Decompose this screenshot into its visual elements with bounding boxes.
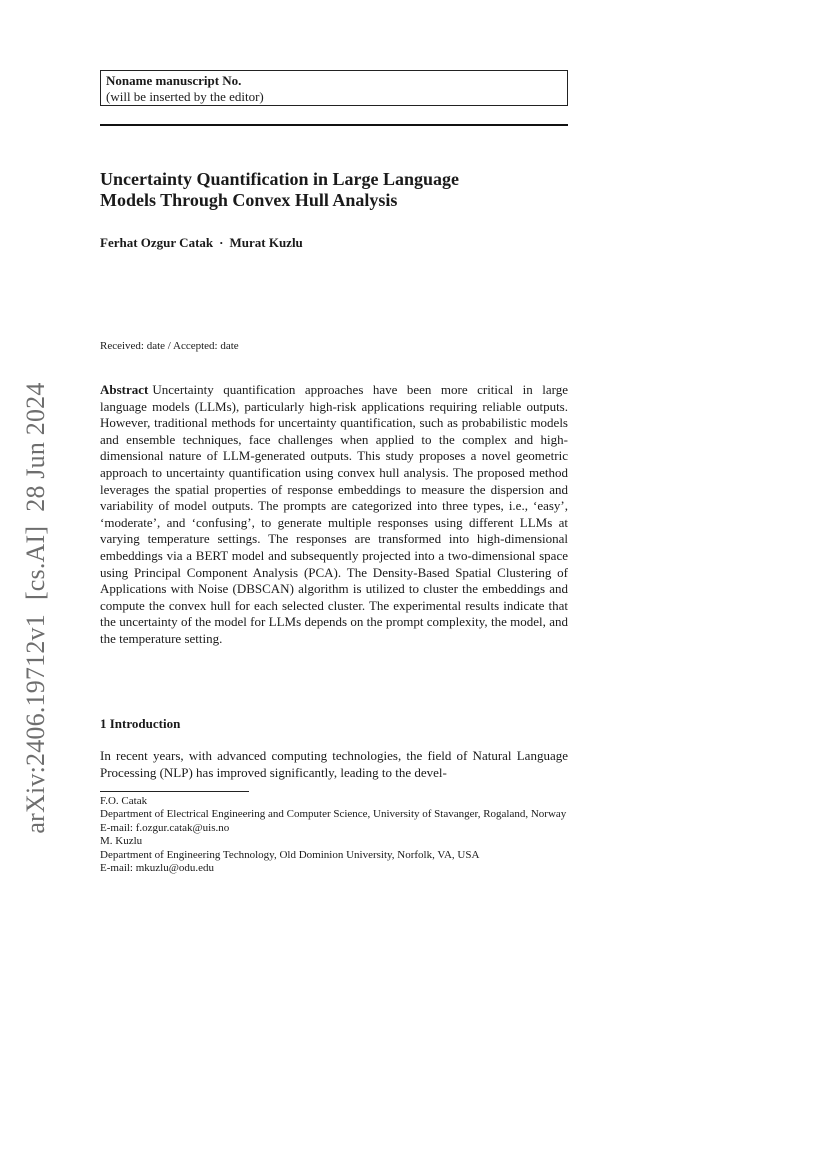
title-line-1: Uncertainty Quantification in Large Language [100,169,459,189]
paper-title [100,169,568,211]
footnote-rule [100,791,249,792]
author-2: Murat Kuzlu [229,235,303,250]
title-line-2: Models Through Convex Hull Analysis [100,190,398,210]
author-list [100,235,303,251]
footnotes [100,795,568,875]
header-rule [100,124,568,126]
author-1-affiliation: Department of Electrical Engineering and Computer Science, University of Stavanger, Rogaland, Norway [100,808,567,821]
abstract [100,382,568,648]
introduction-text: In recent years, with advanced computing technologies, the field of Natural Language Processing (NLP) has improved significantly, leading to the devel- [100,748,568,780]
author-1-email: E-mail: f.ozgur.catak@uis.no [100,821,230,834]
abstract-label: Abstract [100,382,149,397]
editor-box [100,70,568,106]
manuscript-number: Noname manuscript No. [106,73,242,88]
arxiv-sidebar [20,366,52,850]
arxiv-stamp [21,382,51,833]
author-2-affiliation: Department of Engineering Technology, Old Dominion University, Norfolk, VA, USA [100,848,480,861]
received-date: Received: date / Accepted: date [100,340,239,352]
author-2-name: M. Kuzlu [100,835,143,848]
author-1: Ferhat Ozgur Catak [100,235,214,250]
arxiv-category: [cs.AI] [21,525,50,601]
section-heading: 1 Introduction [100,716,181,731]
abstract-text: Uncertainty quantification approaches have been more critical in large language models (LLMs), particularly high-risk applications requiring reliable outputs. However, traditional methods for uncertainty quantification, such as probabilistic models and ensemble techniques, face challenges when applied to the complex and high-dimensional nature of LLM-generated outputs. This study proposes a novel geometric approach to uncertainty quantification using convex hull analysis. The proposed method leverages the spatial properties of response embeddings to measure the dispersion and variability of model outputs. The prompts are categorized into three types, i.e., ‘easy’, ‘moderate’, and ‘confusing’, to generate multiple responses using different LLMs at varying temperature settings. The responses are transformed into high-dimensional embeddings via a BERT model and subsequently projected into a two-dimensional space using Principal Component Analysis (PCA). The Density-Based Spatial Clustering of Applications with Noise (DBSCAN) algorithm is utilized to cluster the embeddings and compute the convex hull for each selected cluster. The experimental results indicate that the uncertainty of the model for LLMs depends on the prompt complexity, the model, and the temperature setting. [100,382,568,646]
arxiv-date: 28 Jun 2024 [21,382,50,512]
author-1-name: F.O. Catak [100,795,148,807]
editor-note: (will be inserted by the editor) [106,89,264,104]
author-2-email: E-mail: mkuzlu@odu.edu [100,862,214,875]
author-separator: · [219,235,224,250]
arxiv-id: arXiv:2406.19712v1 [21,614,50,834]
